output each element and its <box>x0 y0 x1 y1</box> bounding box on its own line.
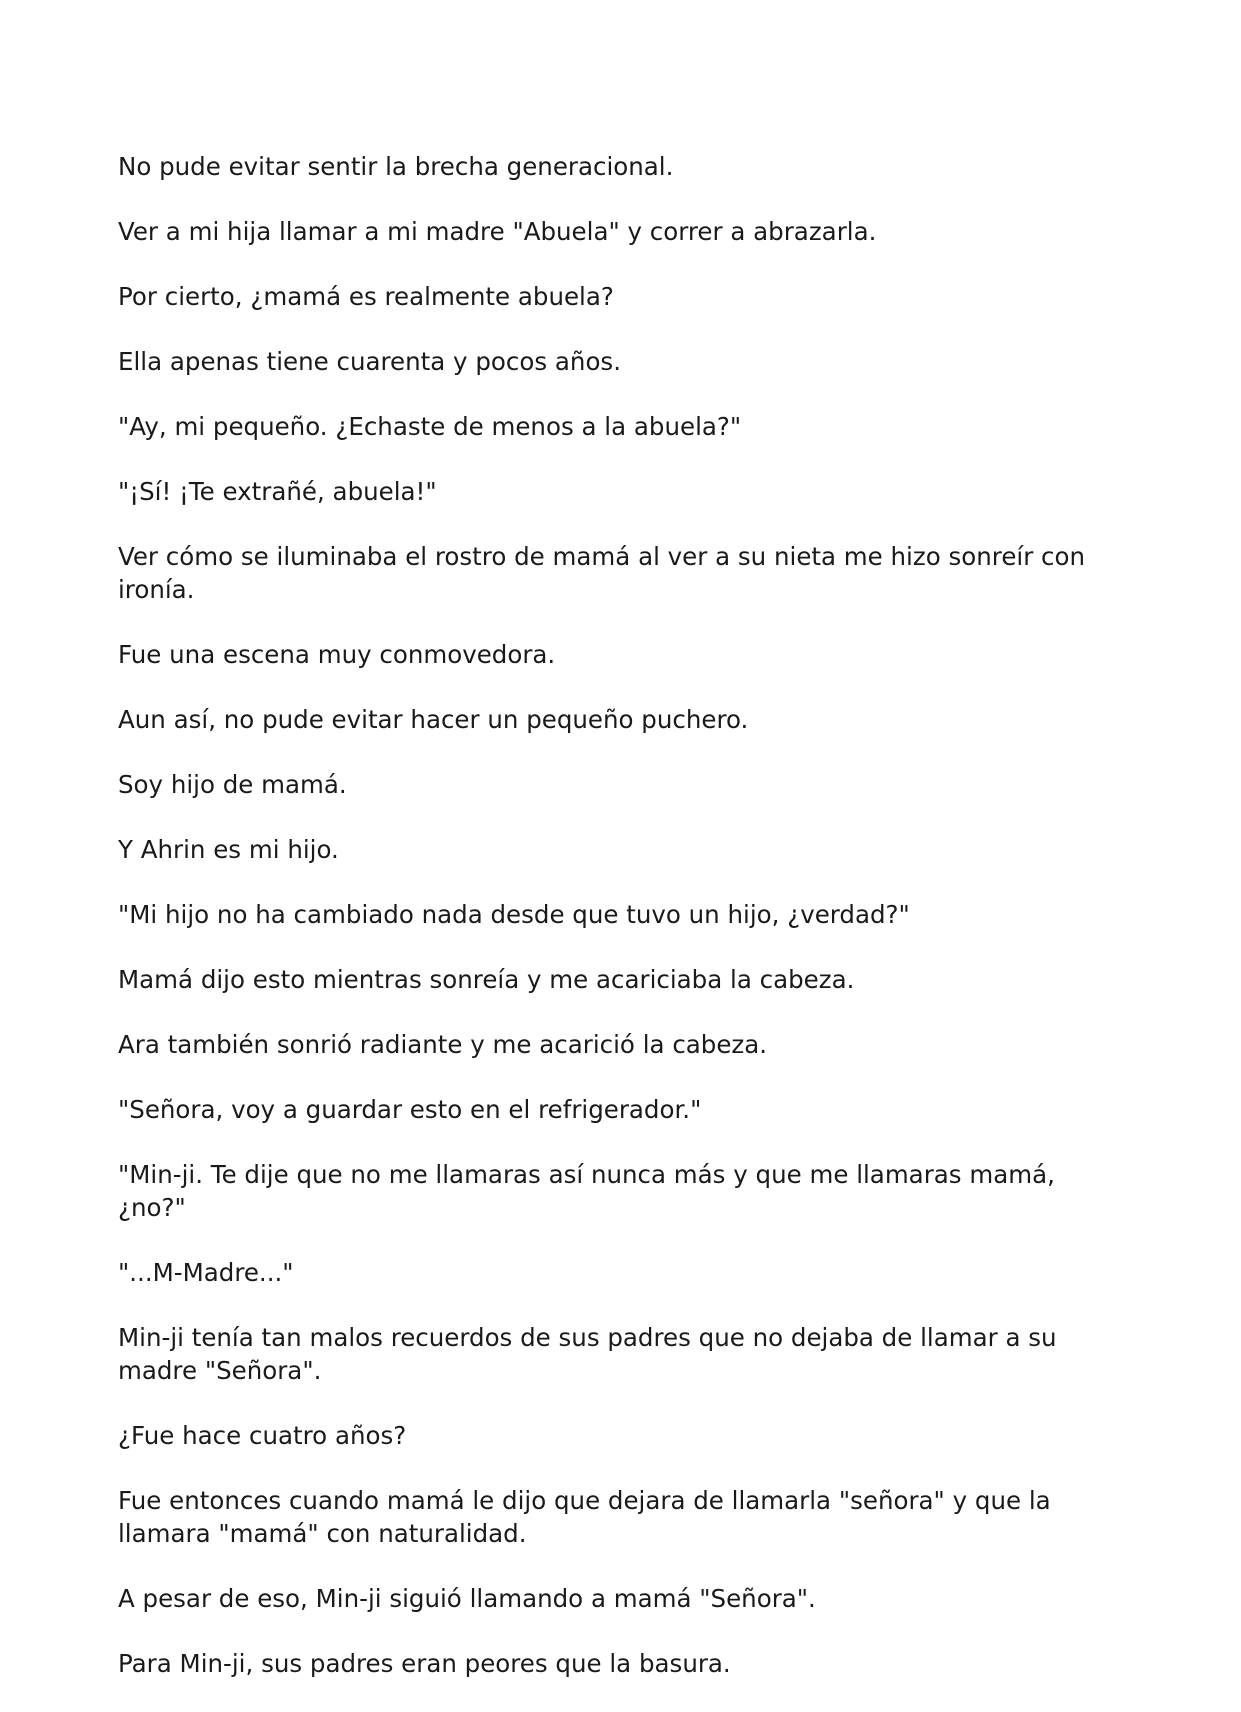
paragraph-22: Para Min-ji, sus padres eran peores que la basura. <box>118 1649 731 1678</box>
paragraph-10: Soy hijo de mamá. <box>118 770 347 799</box>
paragraph-21: A pesar de eso, Min-ji siguió llamando a mamá "Señora". <box>118 1584 816 1613</box>
paragraph-15: "Señora, voy a guardar esto en el refrigerador." <box>118 1095 702 1124</box>
paragraph-9: Aun así, no pude evitar hacer un pequeño puchero. <box>118 705 749 734</box>
paragraph-20: Fue entonces cuando mamá le dijo que dejara de llamarla "señora" y que la llamara "mamá" con naturalidad. <box>118 1486 1051 1548</box>
document-body <box>118 150 1128 1712</box>
paragraph-2: Ver a mi hija llamar a mi madre "Abuela" y correr a abrazarla. <box>118 217 877 246</box>
paragraph-12: "Mi hijo no ha cambiado nada desde que tuvo un hijo, ¿verdad?" <box>118 900 910 929</box>
paragraph-14: Ara también sonrió radiante y me acarició la cabeza. <box>118 1030 768 1059</box>
paragraph-11: Y Ahrin es mi hijo. <box>118 835 339 864</box>
paragraph-6: "¡Sí! ¡Te extrañé, abuela!" <box>118 477 437 506</box>
paragraph-3: Por cierto, ¿mamá es realmente abuela? <box>118 282 614 311</box>
paragraph-17: "...M-Madre..." <box>118 1258 294 1287</box>
paragraph-5: "Ay, mi pequeño. ¿Echaste de menos a la abuela?" <box>118 412 742 441</box>
paragraph-19: ¿Fue hace cuatro años? <box>118 1421 407 1450</box>
paragraph-7: Ver cómo se iluminaba el rostro de mamá al ver a su nieta me hizo sonreír con ironía. <box>118 542 1086 604</box>
paragraph-16: "Min-ji. Te dije que no me llamaras así nunca más y que me llamaras mamá, ¿no?" <box>118 1160 1055 1222</box>
paragraph-4: Ella apenas tiene cuarenta y pocos años. <box>118 347 621 376</box>
paragraph-1: No pude evitar sentir la brecha generacional. <box>118 152 674 181</box>
paragraph-8: Fue una escena muy conmovedora. <box>118 640 556 669</box>
paragraph-13: Mamá dijo esto mientras sonreía y me acariciaba la cabeza. <box>118 965 855 994</box>
paragraph-18: Min-ji tenía tan malos recuerdos de sus padres que no dejaba de llamar a su madre "Señora". <box>118 1323 1057 1385</box>
